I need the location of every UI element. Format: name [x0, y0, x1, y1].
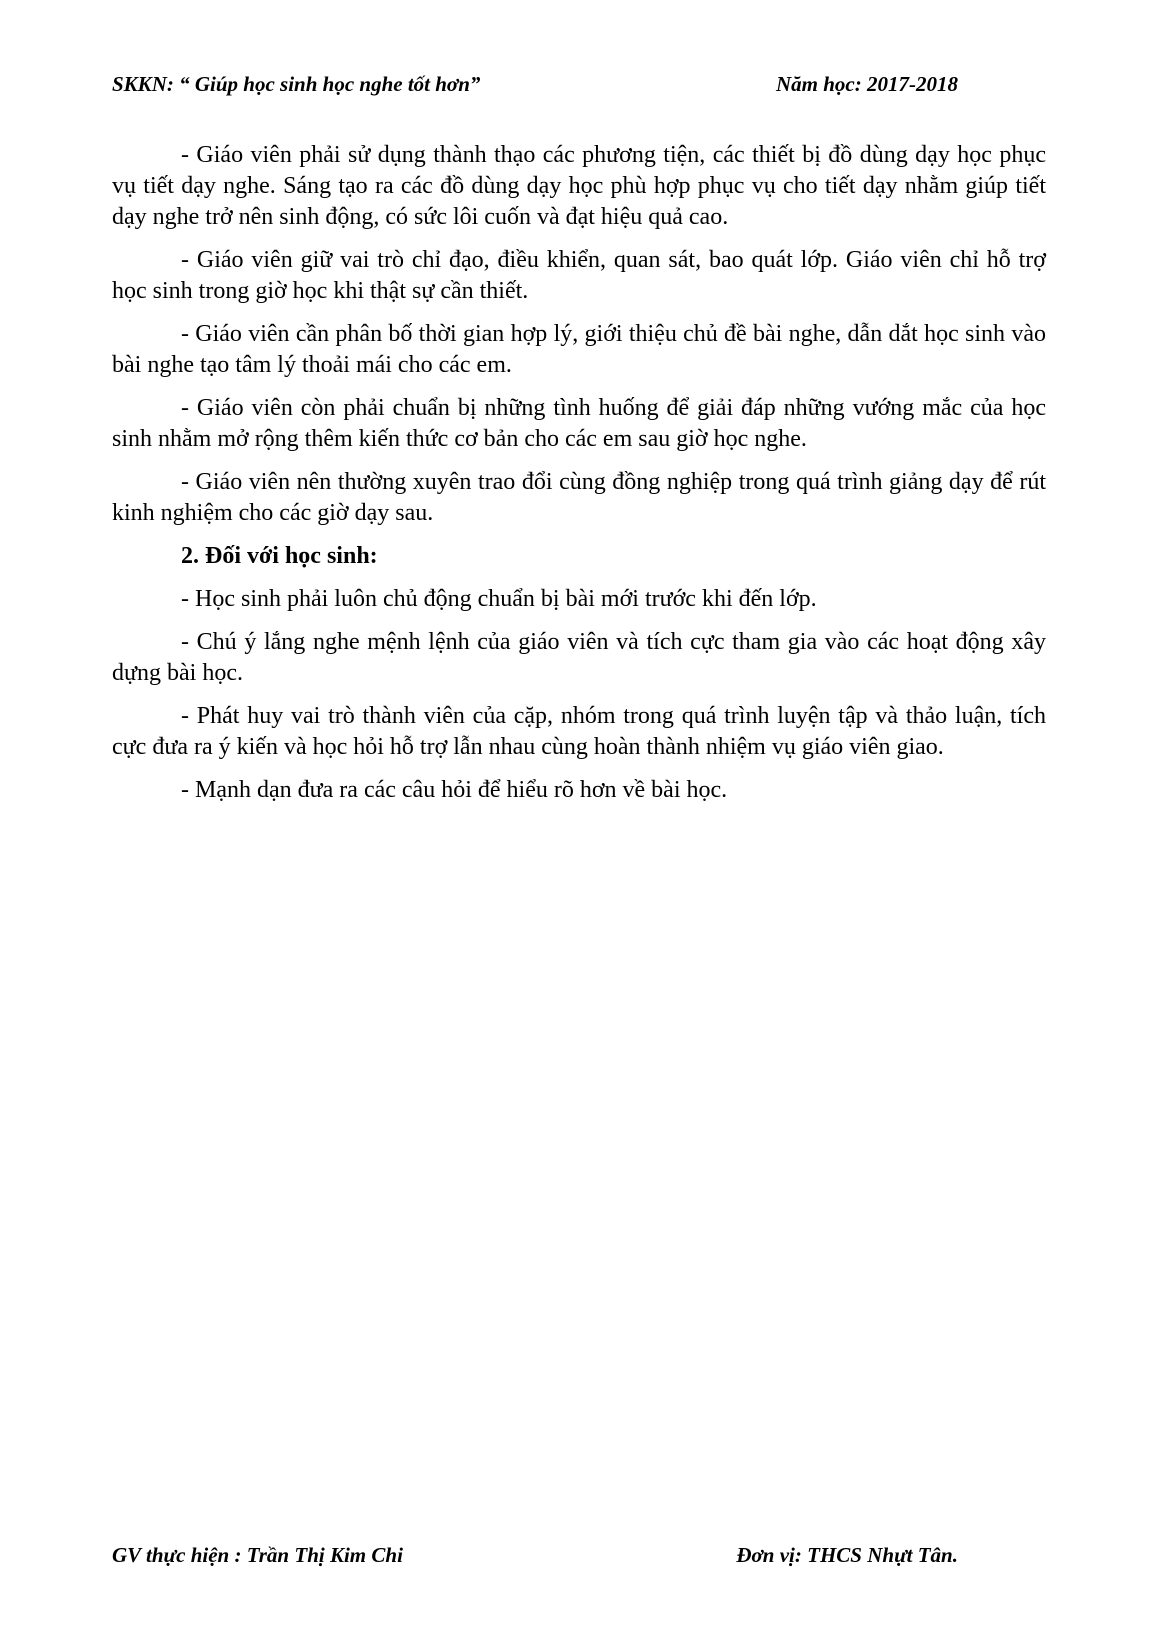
student-paragraph: - Chú ý lắng nghe mệnh lệnh của giáo viên và tích cực tham gia vào các hoạt động xây dựng bài học.	[112, 629, 1046, 686]
teacher-paragraph: - Giáo viên cần phân bố thời gian hợp lý, giới thiệu chủ đề bài nghe, dẫn dắt học sinh vào bài nghe tạo tâm lý thoải mái cho các em.	[112, 321, 1046, 378]
student-paragraph: - Học sinh phải luôn chủ động chuẩn bị bài mới trước khi đến lớp.	[181, 586, 817, 612]
teacher-paragraph: - Giáo viên còn phải chuẩn bị những tình huống để giải đáp những vướng mắc của học sinh nhằm mở rộng thêm kiến thức cơ bản cho các em sau giờ học nghe.	[112, 395, 1046, 452]
teacher-paragraph: - Giáo viên nên thường xuyên trao đổi cùng đồng nghiệp trong quá trình giảng dạy để rút kinh nghiệm cho các giờ dạy sau.	[112, 469, 1046, 526]
student-paragraph: - Mạnh dạn đưa ra các câu hỏi để hiểu rõ hơn về bài học.	[181, 777, 728, 803]
teacher-paragraph: - Giáo viên giữ vai trò chỉ đạo, điều khiển, quan sát, bao quát lớp. Giáo viên chỉ hỗ trợ học sinh trong giờ học khi thật sự cần thiết.	[112, 247, 1046, 304]
teacher-paragraph: - Giáo viên phải sử dụng thành thạo các phương tiện, các thiết bị đồ dùng dạy học phục vụ tiết dạy nghe. Sáng tạo ra các đồ dùng dạy học phù hợp phục vụ cho tiết dạy nhằm giúp tiết dạy nghe trở nên sinh động, có sức lôi cuốn và đạt hiệu quả cao.	[112, 142, 1046, 230]
footer-unit: Đơn vị: THCS Nhựt Tân.	[736, 1543, 958, 1567]
section-heading-students: 2. Đối với học sinh:	[181, 543, 378, 569]
footer-author: GV thực hiện : Trần Thị Kim Chi	[112, 1543, 403, 1567]
header-school-year: Năm học: 2017-2018	[776, 72, 958, 96]
document-body	[112, 140, 1046, 818]
student-paragraph: - Phát huy vai trò thành viên của cặp, nhóm trong quá trình luyện tập và thảo luận, tích cực đưa ra ý kiến và học hỏi hỗ trợ lẫn nhau cùng hoàn thành nhiệm vụ giáo viên giao.	[112, 703, 1046, 760]
header-title: SKKN: “ Giúp học sinh học nghe tốt hơn”	[112, 72, 481, 96]
